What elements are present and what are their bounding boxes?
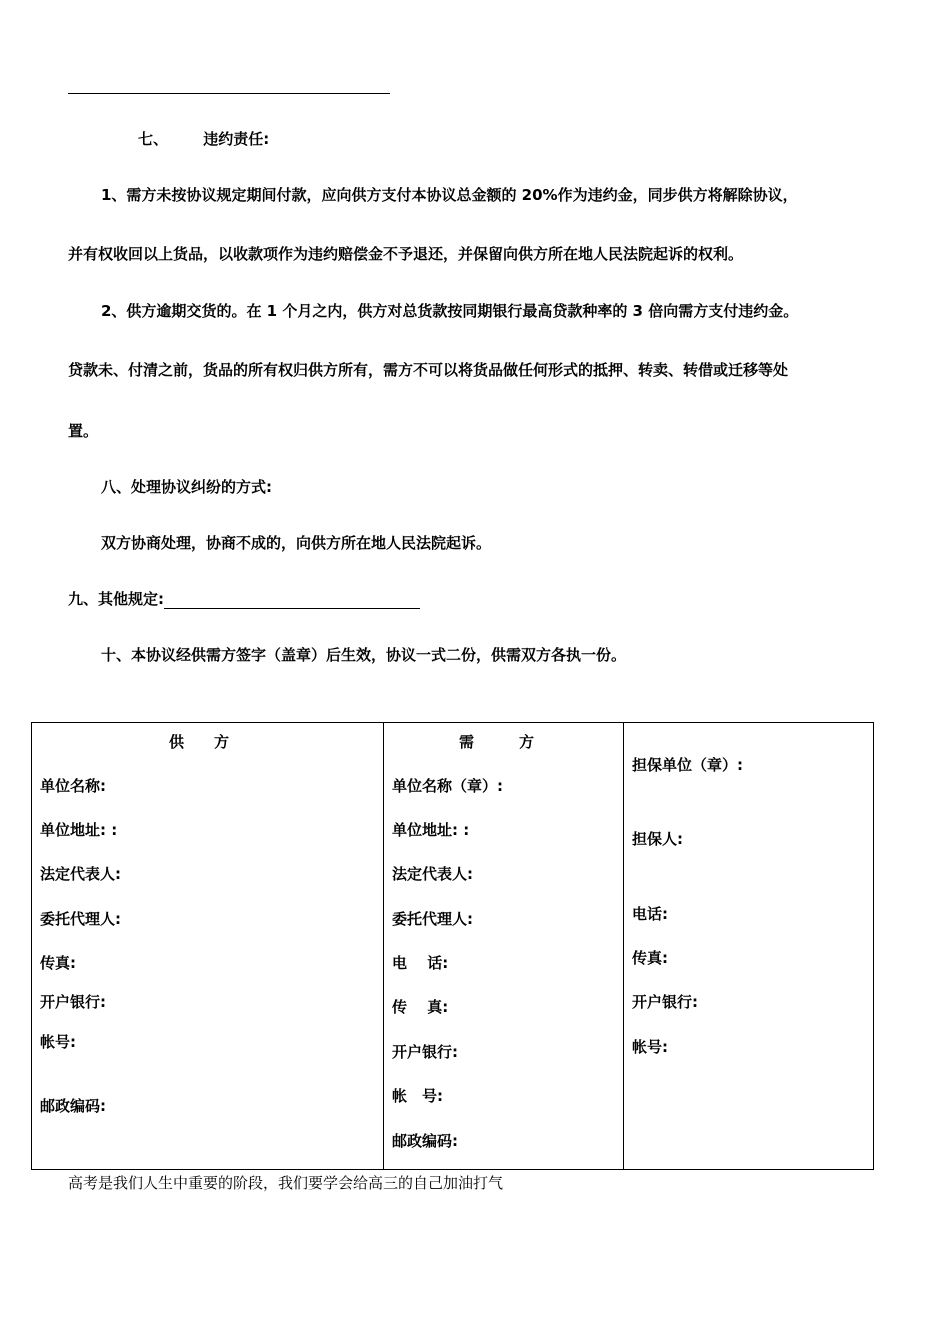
buyer-bank: 开户银行: [392, 1043, 458, 1061]
guarantor-fax: 传真: [632, 949, 668, 967]
guarantor-account: 帐号: [632, 1038, 668, 1056]
supplier-cell [32, 723, 384, 1170]
guarantor-bank: 开户银行: [632, 993, 698, 1011]
buyer-phone: 电 话: [392, 954, 449, 972]
section9-heading [68, 589, 420, 609]
supplier-account: 帐号: [40, 1033, 76, 1051]
section9-label: 九、其他规定: [68, 590, 164, 608]
buyer-postcode: 邮政编码: [392, 1132, 458, 1150]
section9-blank-line [164, 590, 420, 609]
clause2-line3: 置。 [68, 422, 99, 440]
top-blank-line [68, 93, 390, 94]
buyer-title: 需 方 [459, 733, 535, 751]
buyer-cell [384, 723, 624, 1170]
section8-text: 双方协商处理，协商不成的，向供方所在地人民法院起诉。 [101, 534, 492, 552]
guarantor-unit: 担保单位（章）: [632, 756, 743, 774]
section7-heading [138, 129, 269, 149]
buyer-unit-name: 单位名称（章）: [392, 777, 503, 795]
footer-note: 高考是我们人生中重要的阶段，我们要学会给高三的自己加油打气 [68, 1174, 504, 1192]
buyer-legal-rep: 法定代表人: [392, 865, 473, 883]
supplier-unit-name: 单位名称: [40, 777, 106, 795]
supplier-postcode: 邮政编码: [40, 1097, 106, 1115]
supplier-fax: 传真: [40, 954, 76, 972]
signature-table [31, 722, 874, 1170]
supplier-agent: 委托代理人: [40, 910, 121, 928]
buyer-account: 帐 号: [392, 1087, 443, 1105]
guarantor-person: 担保人: [632, 830, 683, 848]
supplier-unit-address: 单位地址: : [40, 821, 118, 839]
buyer-unit-address: 单位地址: : [392, 821, 470, 839]
supplier-legal-rep: 法定代表人: [40, 865, 121, 883]
section7-number: 七、 [138, 130, 169, 148]
section8-heading: 八、处理协议纠纷的方式: [101, 478, 272, 496]
clause2-line1: 2、供方逾期交货的。在 1 个月之内，供方对总货款按同期银行最高贷款种率的 3 倍向需方支付违约金。 [101, 302, 799, 320]
buyer-agent: 委托代理人: [392, 910, 473, 928]
buyer-fax: 传 真: [392, 998, 449, 1016]
clause2-line2: 贷款未、付清之前，货品的所有权归供方所有，需方不可以将货品做任何形式的抵押、转卖、转借或迁移等处 [68, 361, 789, 379]
guarantor-cell [624, 723, 874, 1170]
guarantor-phone: 电话: [632, 905, 668, 923]
clause1-line1: 1、需方未按协议规定期间付款，应向供方支付本协议总金额的 20%作为违约金，同步供方将解除协议， [101, 186, 798, 204]
section10-text: 十、本协议经供需方签字（盖章）后生效，协议一式二份，供需双方各执一份。 [101, 646, 627, 664]
clause1-line2: 并有权收回以上货品，以收款项作为违约赔偿金不予退还，并保留向供方所在地人民法院起诉的权利。 [68, 245, 744, 263]
section7-title: 违约责任: [203, 130, 270, 148]
supplier-bank: 开户银行: [40, 993, 106, 1011]
supplier-title: 供 方 [169, 733, 230, 751]
